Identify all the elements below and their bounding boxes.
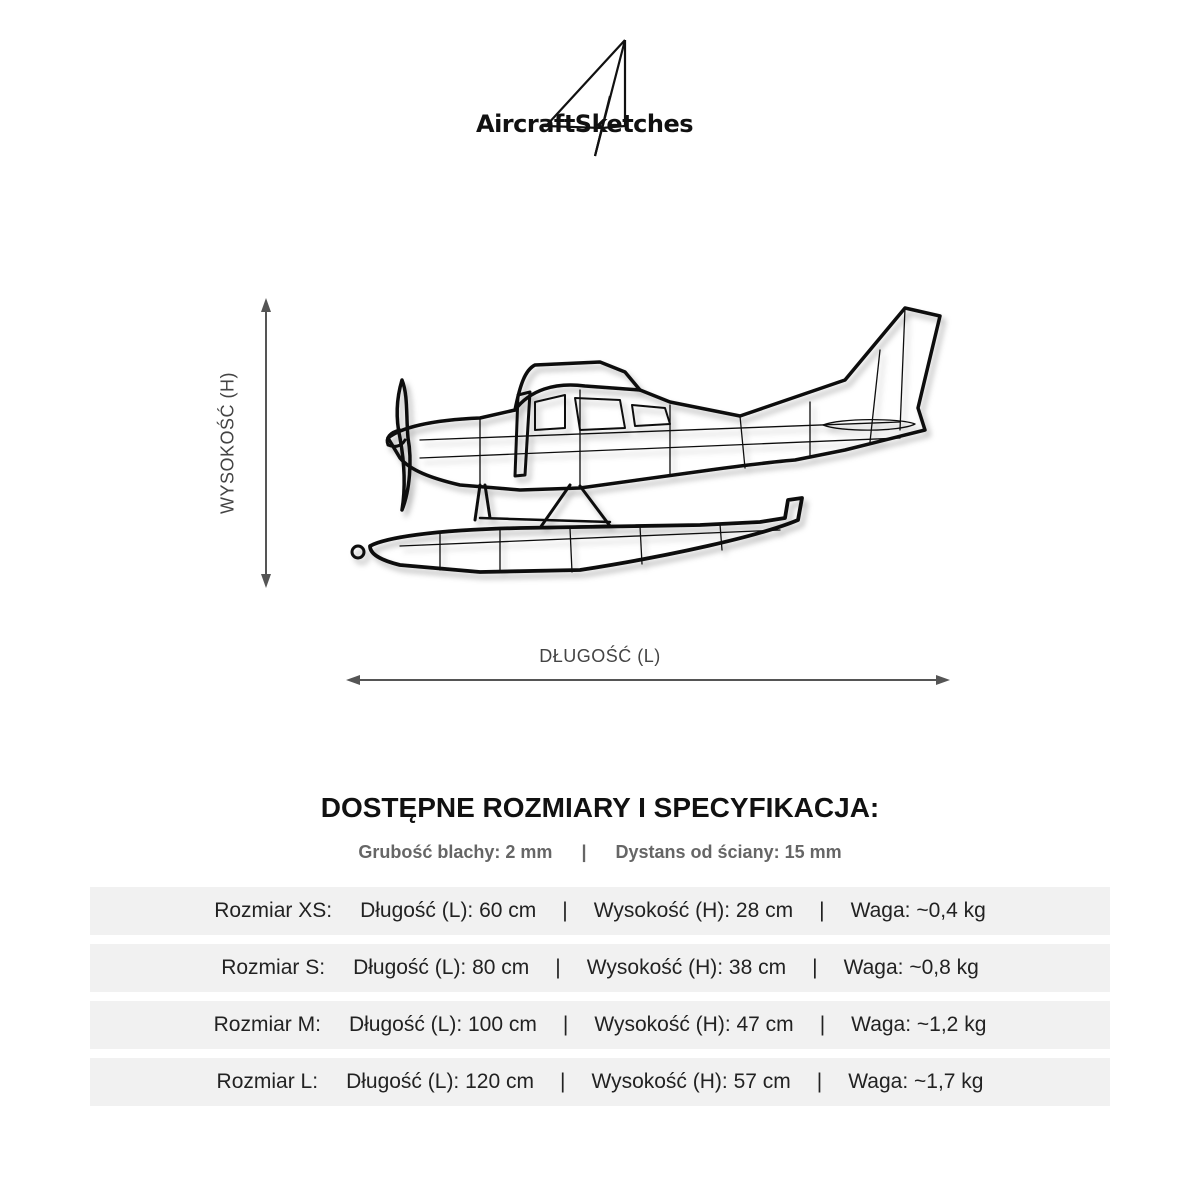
size-length: Długość (L): 100 cm [348,1013,537,1036]
separator: | [581,842,587,862]
separator: | [816,1070,823,1093]
size-row-m [90,1001,1110,1049]
size-weight: Waga: ~1,2 kg [851,1013,987,1036]
length-label: DŁUGOŚĆ (L) [539,646,661,666]
size-row-s [90,944,1110,992]
size-name: Rozmiar L: [216,1070,319,1093]
size-height: Wysokość (H): 28 cm [593,899,794,922]
size-name: Rozmiar XS: [214,899,333,922]
size-row-xs [90,887,1110,935]
brand-logo [470,36,730,161]
separator: | [559,1070,566,1093]
length-dimension-arrow [346,670,950,690]
height-dimension-arrow [256,298,276,588]
seaplane-sketch-icon [340,290,960,600]
separator: | [812,956,818,979]
size-length: Długość (L): 80 cm [353,956,530,979]
specs-subtitle [0,842,1200,863]
size-row-l [90,1058,1110,1106]
size-length: Długość (L): 60 cm [360,899,537,922]
size-weight: Waga: ~1,7 kg [848,1070,984,1093]
brand-name: AircraftSketches [476,110,694,138]
specs-title: DOSTĘPNE ROZMIARY I SPECYFIKACJA: [320,792,880,823]
size-length: Długość (L): 120 cm [346,1070,534,1093]
separator: | [819,1013,826,1036]
wall-distance: Dystans od ściany: 15 mm [615,842,842,862]
separator: | [562,899,568,922]
height-label: WYSOKOŚĆ (H) [217,371,238,515]
size-name: Rozmiar M: [213,1013,321,1036]
sheet-thickness: Grubość blachy: 2 mm [358,842,553,862]
size-name: Rozmiar S: [221,956,326,979]
size-height: Wysokość (H): 38 cm [586,956,787,979]
size-weight: Waga: ~0,8 kg [843,956,979,979]
size-height: Wysokość (H): 57 cm [591,1070,791,1093]
paper-plane-logo-icon [470,36,730,161]
size-height: Wysokość (H): 47 cm [594,1013,794,1036]
separator: | [555,956,561,979]
size-weight: Waga: ~0,4 kg [850,899,986,922]
sizes-table [90,887,1110,1115]
separator: | [819,899,825,922]
separator: | [562,1013,569,1036]
